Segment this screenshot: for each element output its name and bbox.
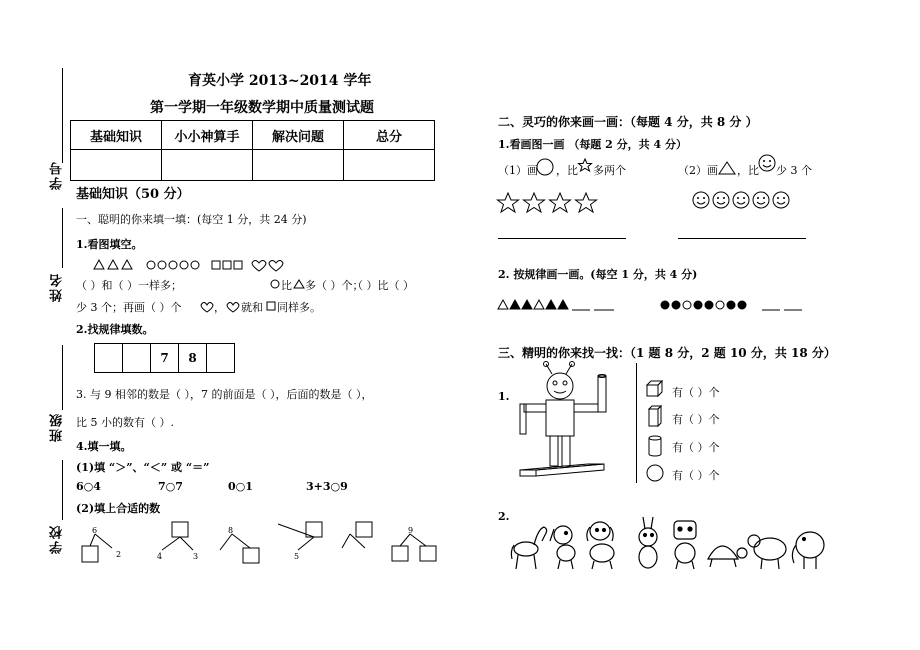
star-icon bbox=[578, 158, 592, 172]
part2-heading: 二、灵巧的你来画一画：（每题 4 分，共 8 分 ） bbox=[498, 115, 758, 129]
score-cell-basic[interactable] bbox=[71, 150, 162, 181]
score-cell-calc[interactable] bbox=[162, 150, 253, 181]
turtle-icon bbox=[708, 546, 747, 567]
square-icon bbox=[266, 301, 276, 311]
heart-icon bbox=[226, 301, 240, 312]
q4-1-label: (1)填 “＞”、“＜” 或 “＝” bbox=[76, 461, 210, 474]
q3-line1: 3. 与 9 相邻的数是（ ），7 的前面是（ ），后面的数是（ ）， bbox=[76, 388, 373, 401]
smiley-icon bbox=[758, 154, 776, 172]
tree-num-2: 2 bbox=[116, 550, 122, 559]
score-header-basic: 基础知识 bbox=[71, 121, 162, 150]
rabbit-icon bbox=[639, 517, 657, 568]
p2-q1-b1: （2）画 bbox=[678, 164, 718, 177]
score-header-total: 总分 bbox=[344, 121, 435, 150]
q4-label: 4.填一填。 bbox=[76, 440, 132, 453]
horse-icon bbox=[511, 527, 546, 569]
square-group bbox=[212, 261, 242, 269]
animal-row-icon bbox=[508, 515, 828, 575]
pattern-triangles bbox=[498, 298, 628, 312]
compare-3: 0○1 bbox=[228, 480, 253, 493]
q1-line2-a: 少 3 个；再画（ ）个 bbox=[76, 301, 182, 314]
q1-line2-b: ， bbox=[214, 301, 225, 314]
circle-group bbox=[147, 261, 199, 269]
exam-title-2: 第一学期一年级数学期中质量测试题 bbox=[150, 100, 374, 116]
triangle-icon bbox=[718, 161, 736, 175]
dog-icon bbox=[550, 526, 575, 569]
count-row-cylinder: 有（ ）个 bbox=[672, 441, 720, 454]
section-basic: 基础知识（50 分） bbox=[76, 187, 190, 202]
q1-line1-a: （ ）和（ ）一样多； bbox=[76, 279, 182, 292]
part3-heading: 三、精明的你来找一找：（1 题 8 分，2 题 10 分，共 18 分） bbox=[498, 346, 836, 360]
score-table bbox=[70, 120, 435, 181]
score-cell-total[interactable] bbox=[344, 150, 435, 181]
answer-line-2[interactable] bbox=[678, 238, 806, 239]
smiley-row bbox=[692, 191, 802, 211]
count-row-cube: 有（ ）个 bbox=[672, 386, 720, 399]
q1-line1-c: 多（ ）个； bbox=[305, 279, 364, 292]
pattern-circles bbox=[660, 298, 805, 312]
seq-box-4: 8 bbox=[179, 344, 207, 373]
binding-line-2 bbox=[62, 208, 63, 268]
seq-box-5[interactable] bbox=[207, 344, 235, 373]
tree-num-3: 3 bbox=[193, 552, 199, 561]
puppy-icon bbox=[587, 522, 614, 569]
compare-2: 7○7 bbox=[158, 480, 183, 493]
count-row-sphere: 有（ ）个 bbox=[672, 469, 720, 482]
q1-line2-d: 同样多。 bbox=[277, 301, 321, 314]
p2-q1-a3: 多两个 bbox=[593, 164, 626, 177]
label-school: 学校 bbox=[50, 524, 65, 554]
compare-4: 3+3○9 bbox=[306, 480, 348, 493]
score-header-calc: 小小神算手 bbox=[162, 121, 253, 150]
tree-num-5: 5 bbox=[294, 552, 300, 561]
answer-line-1[interactable] bbox=[498, 238, 626, 239]
q2-label: 2.找规律填数。 bbox=[76, 323, 154, 336]
tree-6 bbox=[392, 534, 436, 561]
circle-icon bbox=[270, 279, 280, 289]
tree-num-9: 9 bbox=[408, 526, 414, 535]
p2-q1-label: 1.看画图一画 （每题 2 分，共 4 分） bbox=[498, 138, 687, 151]
heart-icon bbox=[200, 301, 214, 312]
q1-line1-b: 比 bbox=[281, 279, 292, 292]
part1-heading: 一、聪明的你来填一填：(每空 1 分，共 24 分) bbox=[76, 213, 307, 226]
p3-q1-label: 1. bbox=[498, 390, 510, 403]
score-cell-problem[interactable] bbox=[253, 150, 344, 181]
sequence-boxes bbox=[94, 343, 235, 373]
p2-q1-a2: ，比 bbox=[556, 164, 578, 177]
divider-line bbox=[636, 363, 637, 483]
monkey-icon bbox=[674, 521, 696, 569]
tree-5 bbox=[342, 522, 372, 548]
circle-icon bbox=[536, 158, 554, 176]
elephant-icon bbox=[792, 532, 824, 569]
tree-2 bbox=[162, 522, 193, 550]
triangle-icon bbox=[294, 279, 304, 289]
cube-icon bbox=[646, 380, 664, 398]
p2-q1-a1: （1）画 bbox=[498, 164, 538, 177]
star-row bbox=[497, 192, 607, 216]
q1-label: 1.看图填空。 bbox=[76, 238, 143, 251]
seq-box-3: 7 bbox=[151, 344, 179, 373]
robot-figure-icon bbox=[514, 360, 614, 480]
tree-1 bbox=[82, 534, 112, 562]
q3-line2: 比 5 小的数有（ ）. bbox=[76, 416, 174, 429]
triangle-group bbox=[94, 260, 132, 269]
p2-q2-label: 2. 按规律画一画。(每空 1 分，共 4 分) bbox=[498, 268, 698, 281]
tree-num-4: 4 bbox=[157, 552, 163, 561]
p2-q1-b3: 少 3 个 bbox=[776, 164, 812, 177]
q1-line1-d: （ ）比（ ） bbox=[352, 279, 414, 292]
q1-line2-c: 就和 bbox=[241, 301, 263, 314]
seq-box-2[interactable] bbox=[123, 344, 151, 373]
tree-num-6: 6 bbox=[92, 526, 98, 535]
q4-2-label: (2)填上合适的数 bbox=[76, 502, 161, 515]
label-class: 班级 bbox=[50, 412, 65, 442]
score-header-problem: 解决问题 bbox=[253, 121, 344, 150]
tree-3 bbox=[220, 534, 259, 563]
exam-title-1: 育英小学 2013~2014 学年 bbox=[188, 73, 372, 89]
p2-q1-b2: ，比 bbox=[737, 164, 759, 177]
binding-line-3 bbox=[62, 345, 63, 410]
shape-groups bbox=[94, 258, 394, 272]
cuboid-icon bbox=[648, 405, 664, 427]
seq-box-1[interactable] bbox=[95, 344, 123, 373]
p3-q2-label: 2. bbox=[498, 510, 510, 523]
compare-1: 6○4 bbox=[76, 480, 101, 493]
label-name: 姓名 bbox=[50, 272, 65, 302]
sheep-icon bbox=[748, 535, 786, 569]
tree-4 bbox=[278, 522, 322, 550]
binding-line-1 bbox=[62, 68, 63, 163]
tree-num-8: 8 bbox=[228, 526, 234, 535]
sphere-icon bbox=[646, 464, 666, 484]
label-student-number: 学号 bbox=[50, 160, 65, 190]
count-row-cuboid: 有（ ）个 bbox=[672, 413, 720, 426]
cylinder-icon bbox=[648, 435, 664, 457]
heart-group bbox=[252, 261, 283, 272]
decomposition-trees bbox=[80, 520, 440, 570]
binding-line-4 bbox=[62, 460, 63, 520]
